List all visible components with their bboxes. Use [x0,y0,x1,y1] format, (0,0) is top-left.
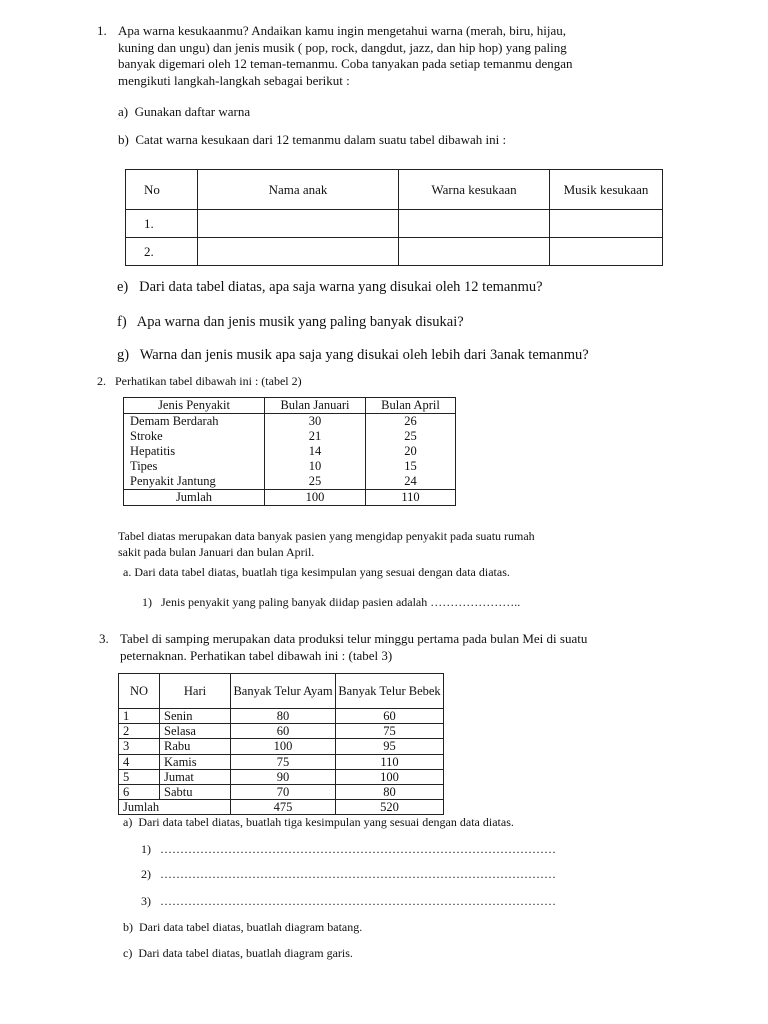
q3-a: a) Dari data tabel diatas, buatlah tiga kesimpulan yang sesuai dengan data diatas. [123,815,514,829]
q1-intro-line: Apa warna kesukaanmu? Andaikan kamu ingin mengetahui warna (merah, biru, hijau, [118,23,566,38]
q3-a-item-1: 1) ……………………………………………………………………………………… [141,842,556,856]
table-row [119,769,444,784]
cell-april: 15 [366,459,456,474]
table-total-row [119,800,444,815]
cell-disease: Penyakit Jantung [124,474,265,490]
cell-day: Jumat [160,769,231,784]
header-jenis-penyakit: Jenis Penyakit [124,398,265,414]
cell-empty [198,210,399,238]
header-nama-anak: Nama anak [198,170,399,210]
egg-production-table [118,673,444,815]
q3-a-item-3: 3) ……………………………………………………………………………………… [141,894,556,908]
cell-april: 26 [366,414,456,430]
table-header-row [119,674,444,709]
table-row [119,709,444,724]
table-row [126,238,663,266]
cell-ayam: 90 [231,769,336,784]
q2-title: 2. Perhatikan tabel dibawah ini : (tabel 2) [97,374,302,388]
header-no: No [126,170,198,210]
header-april: Bulan April [366,398,456,414]
cell-january: 25 [265,474,366,490]
cell-disease: Demam Berdarah [124,414,265,430]
cell-total-april: 110 [366,490,456,506]
cell-day: Sabtu [160,785,231,800]
cell-no: 6 [119,785,160,800]
q3-a-item-2: 2) ……………………………………………………………………………………… [141,867,556,881]
q2-a1: 1) Jenis penyakit yang paling banyak diidap pasien adalah ………………….. [142,595,521,609]
table-row [124,474,456,490]
table-row [119,739,444,754]
cell-april: 20 [366,444,456,459]
cell-day: Kamis [160,754,231,769]
row-number: 2. [126,238,198,266]
cell-disease: Stroke [124,429,265,444]
cell-april: 25 [366,429,456,444]
cell-ayam: 70 [231,785,336,800]
cell-bebek: 75 [336,724,444,739]
cell-total-bebek: 520 [336,800,444,815]
q3-b: b) Dari data tabel diatas, buatlah diagram batang. [123,920,363,934]
q2-description [118,529,678,560]
cell-april: 24 [366,474,456,490]
cell-ayam: 75 [231,754,336,769]
cell-bebek: 110 [336,754,444,769]
q1-number: 1. [97,23,107,38]
q3-c: c) Dari data tabel diatas, buatlah diagram garis. [123,946,353,960]
cell-january: 14 [265,444,366,459]
cell-january: 10 [265,459,366,474]
table-row [126,210,663,238]
cell-total-label: Jumlah [119,800,231,815]
header-musik: Musik kesukaan [550,170,663,210]
cell-day: Senin [160,709,231,724]
header-januari: Bulan Januari [265,398,366,414]
cell-empty [550,210,663,238]
header-telur-bebek: Banyak Telur Bebek [336,674,444,709]
cell-empty [399,210,550,238]
cell-bebek: 80 [336,785,444,800]
table-row [119,785,444,800]
cell-no: 5 [119,769,160,784]
table-row [119,754,444,769]
cell-ayam: 80 [231,709,336,724]
cell-total-january: 100 [265,490,366,506]
cell-no: 2 [119,724,160,739]
cell-january: 21 [265,429,366,444]
disease-table [123,397,456,506]
header-telur-ayam: Banyak Telur Ayam [231,674,336,709]
table-row [119,724,444,739]
header-hari: Hari [160,674,231,709]
table-row [124,414,456,430]
q3-intro-line: Tabel di samping merupakan data produksi telur minggu pertama pada bulan Mei di suatu [120,631,588,646]
q1-intro-line: kuning dan ungu) dan jenis musik ( pop, rock, dangdut, jazz, dan hip hop) yang paling [118,39,567,55]
q3-number: 3. [99,631,109,646]
cell-disease: Tipes [124,459,265,474]
header-warna: Warna kesukaan [399,170,550,210]
q1-a: a) Gunakan daftar warna [118,104,251,119]
cell-ayam: 100 [231,739,336,754]
q3-intro [120,631,680,664]
q1-intro [118,23,678,89]
table-row [124,459,456,474]
q2-a: a. Dari data tabel diatas, buatlah tiga kesimpulan yang sesuai dengan data diatas. [123,565,510,579]
cell-ayam: 60 [231,724,336,739]
table-header-row [124,398,456,414]
cell-no: 1 [119,709,160,724]
cell-day: Rabu [160,739,231,754]
q1-f: f) Apa warna dan jenis musik yang paling banyak disukai? [117,314,464,330]
q1-g: g) Warna dan jenis musik apa saja yang disukai oleh lebih dari 3anak temanmu? [117,347,589,363]
cell-no: 3 [119,739,160,754]
cell-total-ayam: 475 [231,800,336,815]
table-header-row [126,170,663,210]
table-row [124,444,456,459]
cell-disease: Hepatitis [124,444,265,459]
q1-intro-line: banyak digemari oleh 12 teman-temanmu. Coba tanyakan pada setiap temanmu dengan [118,56,573,71]
q1-b: b) Catat warna kesukaan dari 12 temanmu dalam suatu tabel dibawah ini : [118,132,507,147]
cell-empty [550,238,663,266]
cell-empty [399,238,550,266]
table-total-row [124,490,456,506]
cell-day: Selasa [160,724,231,739]
cell-no: 4 [119,754,160,769]
cell-total-label: Jumlah [124,490,265,506]
q2-desc-line: sakit pada bulan Januari dan bulan April. [118,545,315,559]
q1-e: e) Dari data tabel diatas, apa saja warna yang disukai oleh 12 temanmu? [117,279,543,295]
q2-desc-line: Tabel diatas merupakan data banyak pasien yang mengidap penyakit pada suatu rumah [118,529,535,543]
cell-january: 30 [265,414,366,430]
cell-bebek: 95 [336,739,444,754]
cell-bebek: 100 [336,769,444,784]
q3-intro-line: peternaknan. Perhatikan tabel dibawah ini : (tabel 3) [120,647,393,663]
header-no: NO [119,674,160,709]
table-row [124,429,456,444]
cell-bebek: 60 [336,709,444,724]
favorites-table [125,169,663,266]
row-number: 1. [126,210,198,238]
cell-empty [198,238,399,266]
q1-intro-line: mengikuti langkah-langkah sebagai berikut : [118,72,350,88]
